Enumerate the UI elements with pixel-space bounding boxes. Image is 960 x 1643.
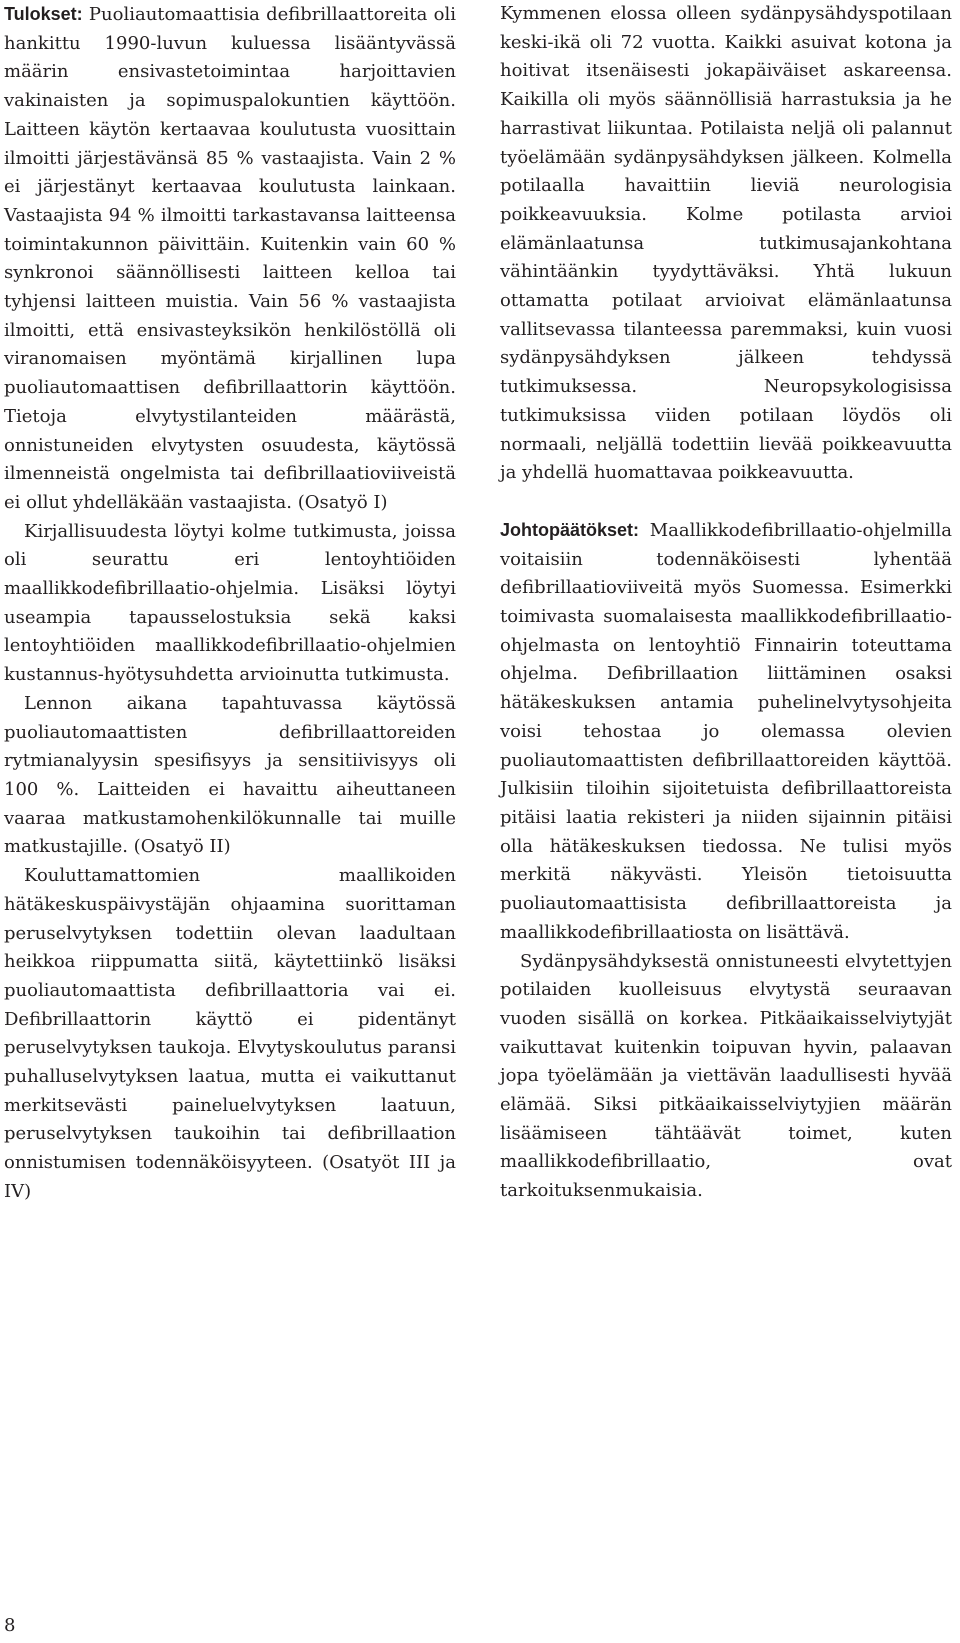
results-text: Puoliautomaattisia defibrillaattoreita oli hankittu 1990-luvun kuluessa lisääntyvässä määrin ensivastetoimintaa harjoittavien vakinaisten ja sopimuspalokuntien käyttöön. Laitteen käytön kertaavaa koulutusta vuosittain ilmoitti järjestävänsä 85 % vastaajista. Vain 2 % ei järjestänyt kertaavaa koulutusta lainkaan. Vastaajista 94 % ilmoitti tarkastavansa laitteensa toimintakunnon päivittäin. Kuitenkin vain 60 % synkronoi säännöllisesti laitteen kelloa tai tyhjensi laitteen muistia. Vain 56 % vastaajista ilmoitti, että ensivasteyksikön henkilöstöllä oli viranomaisen myöntämä kirjallinen lupa puoliautomaattisen defibrillaattorin käyttöön. Tietoja elvytystilanteiden määrästä, onnistuneiden elvytysten osuudesta, käytössä ilmenneistä ongelmista tai defibrillaatioviiveistä ei ollut yhdelläkään vastaajista. (Osatyö I)	[4, 4, 456, 513]
right-column	[500, 0, 952, 1206]
results-paragraph	[4, 0, 456, 518]
page-number: 8	[4, 1615, 16, 1636]
long-term-survival-paragraph: Sydänpysähdyksestä onnistuneesti elvytettyjen potilaiden kuolleisuus elvytystä seuraavan vuoden sisällä on korkea. Pitkäaikaisselviytyjät vaikuttavat kuitenkin toipuvan hyvin, palaavan jopa työelämään ja viettävän laadullisesti hyvää elämää. Siksi pitkäaikaisselviytyjien määrän lisäämiseen tähtäävät toimet, kuten maallikkodefibrillaatio, ovat tarkoituksenmukaisia.	[500, 950, 952, 1202]
results-heading: Tulokset:	[4, 4, 83, 24]
survivors-paragraph: Kymmenen elossa olleen sydänpysähdyspotilaan keski-ikä oli 72 vuotta. Kaikki asuivat kotona ja hoitivat itsenäisesti jokapäiväiset askareensa. Kaikilla oli myös säännöllisiä harrastuksia ja he harrastivat liikuntaa. Potilaista neljä oli palannut työelämään sydänpysähdyksen jälkeen. Kolmella potilaalla havaittiin lieviä neurologisia poikkeavuuksia. Kolme potilasta arvioi elämänlaatunsa tutkimusajankohtana vähintäänkin tyydyttäväksi. Yhtä lukuun ottamatta potilaat arvioivat elämänlaatunsa vallitsevassa tilanteessa paremmaksi, kuin vuosi sydänpysähdyksen jälkeen tehdyssä tutkimuksessa. Neuropsykologisissa tutkimuksissa viiden potilaan löydös oli normaali, neljällä todettiin lievää poikkeavuutta ja yhdellä huomattavaa poikkeavuutta.	[500, 3, 952, 484]
in-flight-paragraph: Lennon aikana tapahtuvassa käytössä puoliautomaattisten defibrillaattoreiden rytmianalyysin spesifisyys ja sensitiivisyys oli 100 %. Laitteiden ei havaittu aiheuttaneen vaaraa matkustamohenkilökunnalle tai muille matkustajille. (Osatyö II)	[4, 692, 456, 858]
conclusions-heading: Johtopäätökset:	[500, 519, 640, 540]
conclusions-text: Maallikkodefibrillaatio-ohjelmilla voitaisiin todennäköisesti lyhentää defibrillaatioviiveitä myös Suomessa. Esimerkki toimivasta suomalaisesta maallikkodefibrillaatio-ohjelmasta on lentoyhtiö Finnairin toteuttama ohjelma. Defibrillaation liittäminen osaksi hätäkeskuksen antamia puhelinelvytysohjeita voisi tehostaa jo olemassa olevien puoliautomaattisten defibrillaattoreiden käyttöä. Julkisiin tiloihin sijoitetuista defibrillaattoreista pitäisi laatia rekisteri ja niiden sijainnin pitäisi olla hätäkeskuksen tiedossa. Ne tulisi myös merkitä näkyvästi. Yleisön tietoisuutta puoliautomaattisista defibrillaattoreista ja maallikkodefibrillaatiosta on lisättävä.	[500, 519, 952, 943]
left-column	[4, 0, 456, 1207]
lay-rescuer-paragraph: Kouluttamattomien maallikoiden hätäkeskuspäivystäjän ohjaamina suorittaman peruselvytyksen todettiin olevan laadultaan heikkoa riippumatta siitä, käytettiinkö lisäksi puoliautomaattista defibrillaattoria vai ei. Defibrillaattorin käyttö ei pidentänyt peruselvytyksen taukoja. Elvytyskoulutus paransi puhalluselvytyksen laatua, mutta ei vaikuttanut merkitsevästi paineluelvytyksen laatuun, peruselvytyksen taukoihin tai defibrillaation onnistumisen todennäköisyyteen. (Osatyöt III ja IV)	[4, 865, 456, 1202]
literature-paragraph: Kirjallisuudesta löytyi kolme tutkimusta, joissa oli seurattu eri lentoyhtiöiden maallikkodefibrillaatio-ohjelmia. Lisäksi löytyi useampia tapausselostuksia sekä kaksi lentoyhtiöiden maallikkodefibrillaatio-ohjelmien kustannus-hyötysuhdetta arvioinutta tutkimusta.	[4, 520, 456, 686]
conclusions-paragraph	[500, 516, 952, 948]
